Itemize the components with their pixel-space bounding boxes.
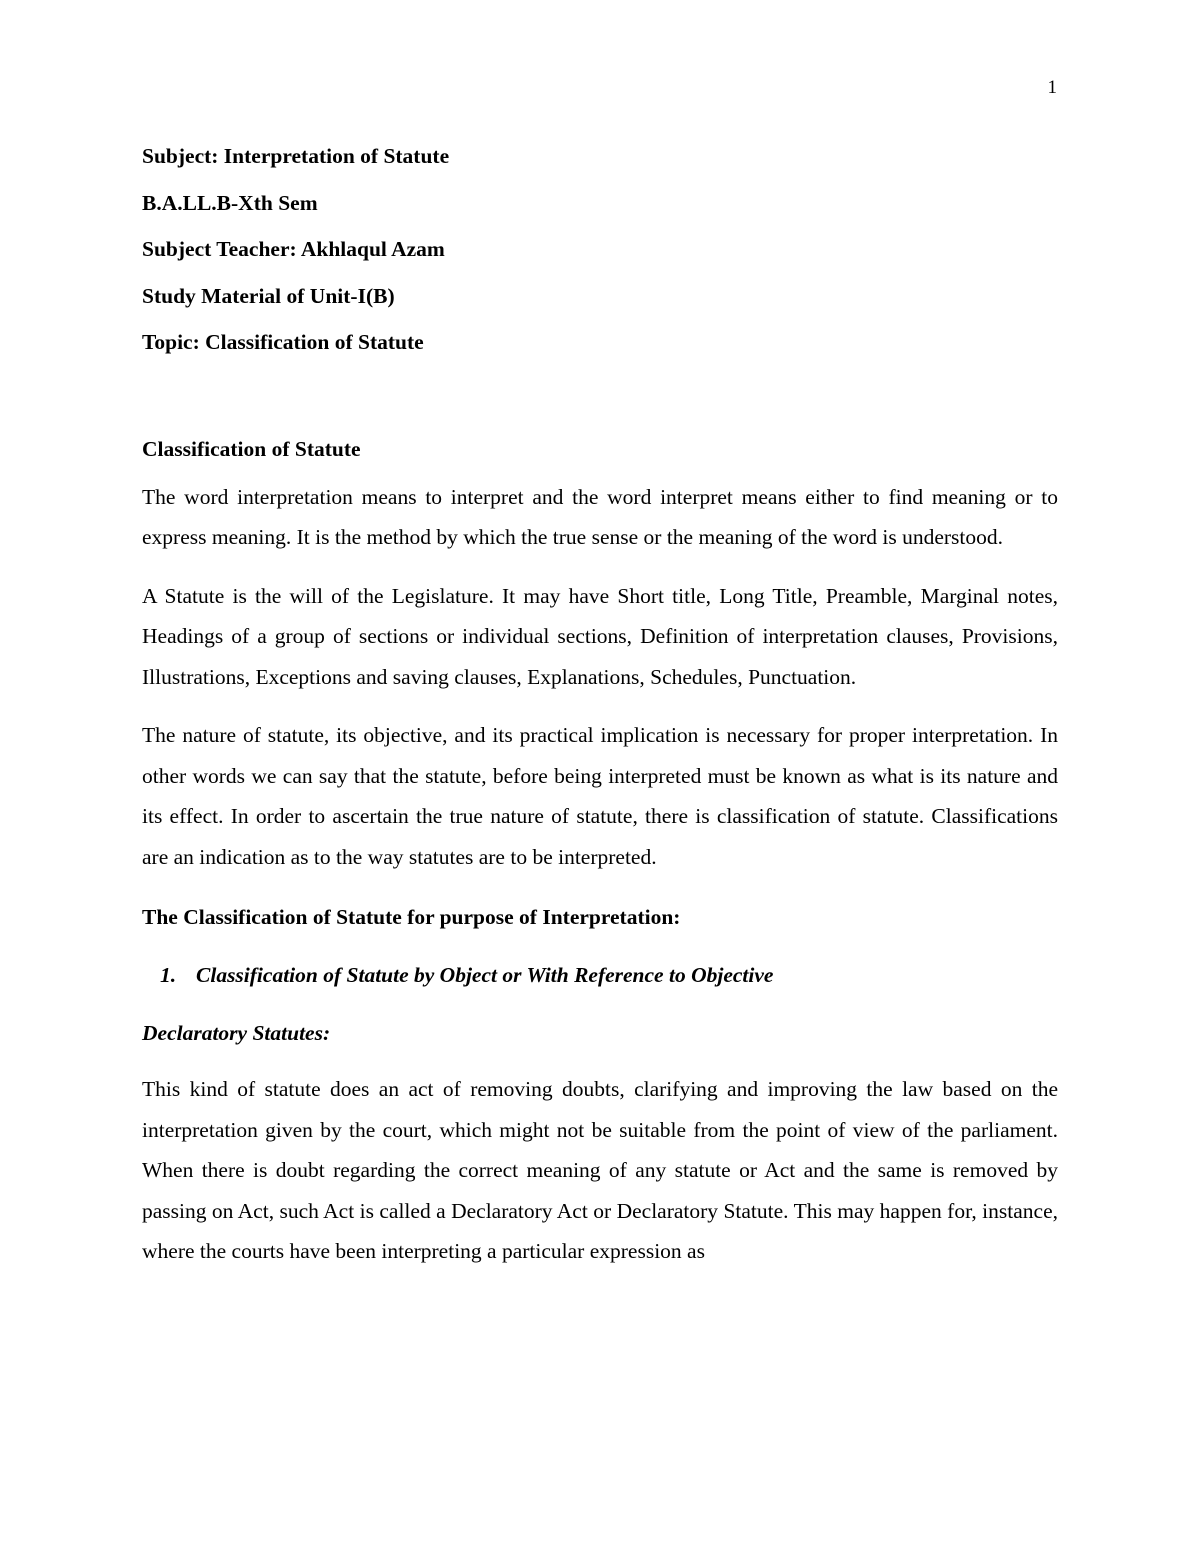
paragraph-declaratory: This kind of statute does an act of removing doubts, clarifying and improving the law based on the interpretation given by the court, which might not be suitable from the point of view of the parliament. When there is doubt regarding the correct meaning of any statute or Act and the same is removed by passing on Act, such Act is called a Declaratory Act or Declaratory Statute. This may happen for, instance, where the courts have been interpreting a particular expression as [142, 1077, 1058, 1263]
teacher-line: Subject Teacher: Akhlaqul Azam [142, 237, 445, 261]
section-heading: Classification of Statute [142, 436, 361, 461]
paragraph-interpretation: The word interpretation means to interpret and the word interpret means either to find meaning or to express meaning. It is the method by which the true sense or the meaning of the word is understood. [142, 484, 1058, 549]
page-number: 1 [1047, 77, 1057, 98]
unit-line: Study Material of Unit-I(B) [142, 283, 395, 308]
list-item-number: 1. [160, 963, 177, 987]
document-body [142, 140, 1058, 1272]
list-item-heading [142, 957, 1058, 993]
paragraph-nature: The nature of statute, its objective, and its practical implication is necessary for proper interpretation. In other words we can say that the statute, before being interpreted must be known as what is its nature and its effect. In order to ascertain the true nature of statute, there is classification of statute. Classifications are an indication as to the way statutes are to be interpreted. [142, 723, 1058, 869]
topic-line: Topic: Classification of Statute [142, 330, 424, 354]
subject-line: Subject: Interpretation of Statute [142, 144, 450, 168]
list-item-text: Classification of Statute by Object or With Reference to Objective [196, 963, 774, 987]
paragraph-statute-parts: A Statute is the will of the Legislature. It may have Short title, Long Title, Preamble, Marginal notes, Headings of a group of sections or individual sections, Definition of interpretation clauses, Provisions, Illustrations, Exceptions and saving clauses, Explanations, Schedules, Punctuation. [142, 583, 1058, 689]
course-line: B.A.LL.B-Xth Sem [142, 190, 318, 215]
classification-heading: The Classification of Statute for purpose of Interpretation: [142, 905, 681, 929]
declaratory-heading: Declaratory Statutes: [142, 1021, 331, 1045]
